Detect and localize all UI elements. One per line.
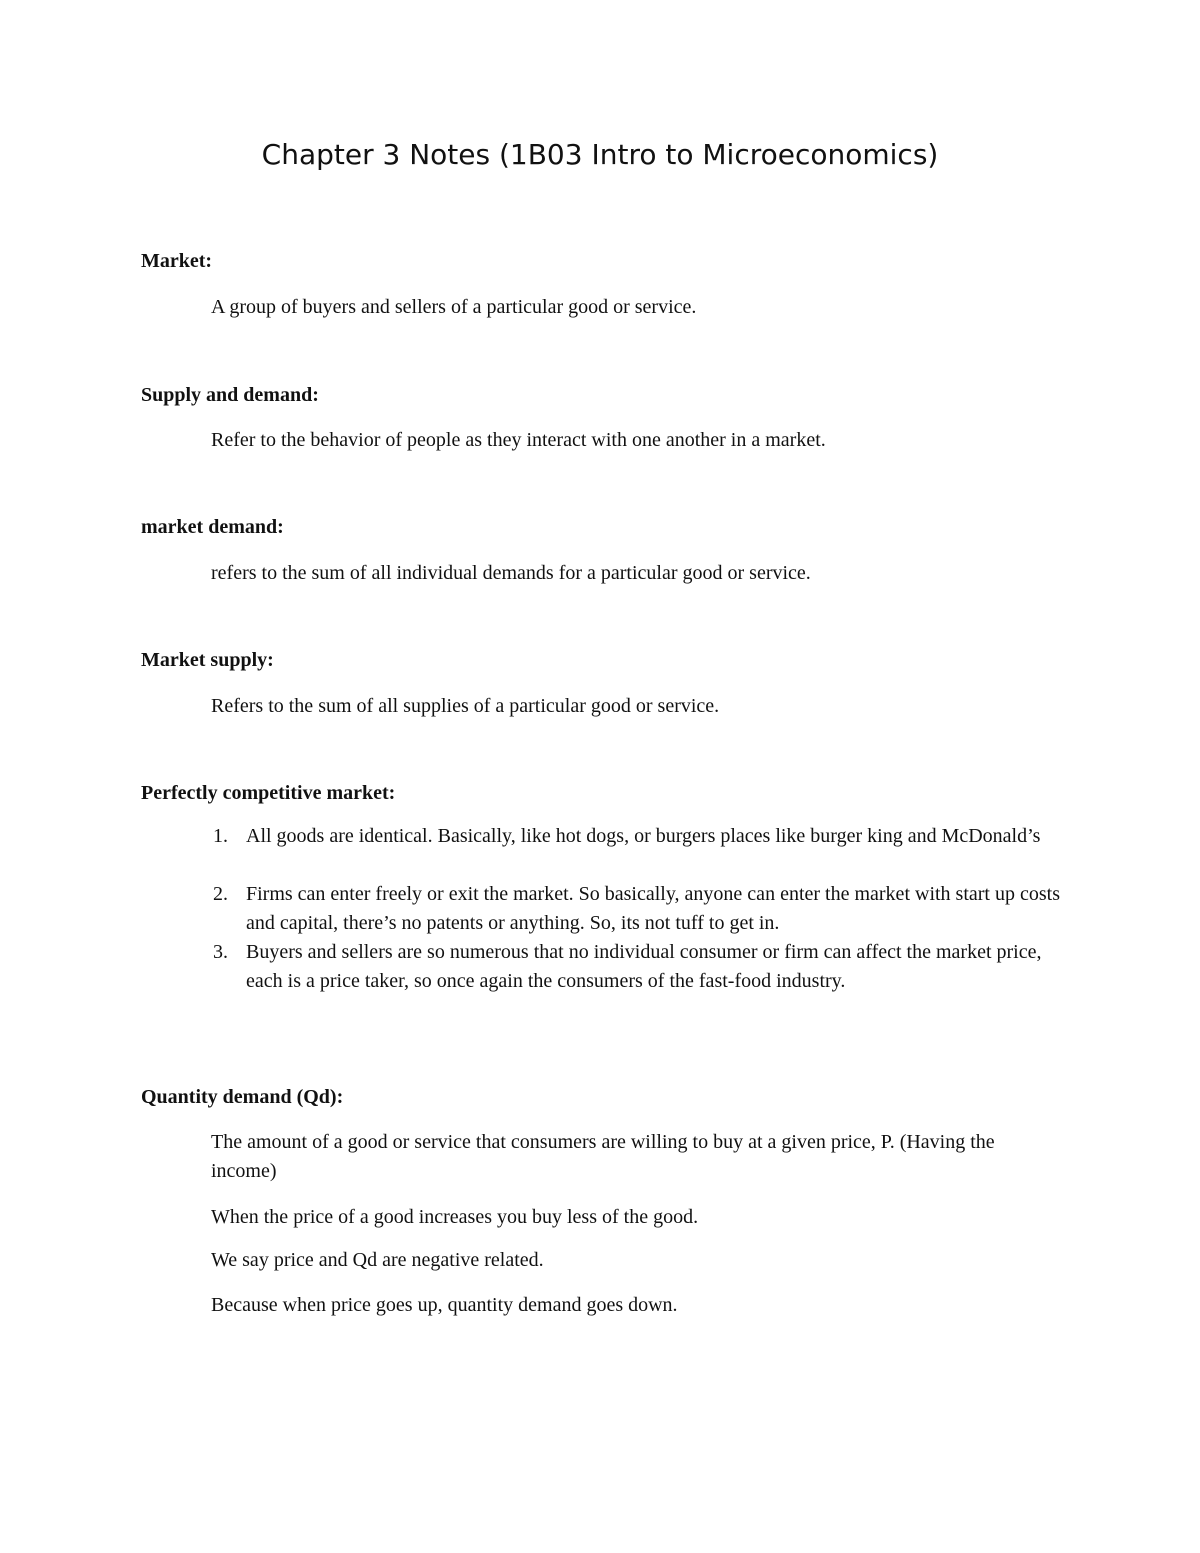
- list-item-text: All goods are identical. Basically, like hot dogs, or burgers places like burger king and McDonald’s: [246, 825, 1041, 847]
- quantity-paragraph: Because when price goes up, quantity demand goes down.: [211, 1294, 678, 1316]
- definition-market: A group of buyers and sellers of a particular good or service.: [211, 296, 697, 318]
- list-item-text: Firms can enter freely or exit the market. So basically, anyone can enter the market with start up costs and capital, there’s no patents or anything. So, its not tuff to get in.: [246, 883, 1060, 934]
- heading-perfectly-competitive-market: Perfectly competitive market:: [141, 782, 396, 804]
- quantity-paragraph: When the price of a good increases you buy less of the good.: [211, 1206, 699, 1228]
- definition-supply-and-demand: Refer to the behavior of people as they interact with one another in a market.: [211, 429, 826, 451]
- definition-market-supply: Refers to the sum of all supplies of a particular good or service.: [211, 695, 720, 717]
- list-item-number: 1.: [213, 825, 228, 847]
- heading-quantity-demand: Quantity demand (Qd):: [141, 1086, 344, 1108]
- document-title: Chapter 3 Notes (1B03 Intro to Microeconomics): [261, 138, 939, 171]
- heading-supply-and-demand: Supply and demand:: [141, 384, 319, 406]
- heading-market-supply: Market supply:: [141, 649, 274, 671]
- list-item-text: Buyers and sellers are so numerous that no individual consumer or firm can affect the market price, each is a price taker, so once again the consumers of the fast-food industry.: [246, 941, 1042, 992]
- list-item-number: 3.: [213, 941, 228, 963]
- definition-market-demand: refers to the sum of all individual demands for a particular good or service.: [211, 562, 811, 584]
- heading-market-demand: market demand:: [141, 516, 284, 538]
- heading-market: Market:: [141, 250, 213, 272]
- quantity-paragraph: We say price and Qd are negative related.: [211, 1249, 544, 1271]
- quantity-paragraph: The amount of a good or service that consumers are willing to buy at a given price, P. (Having the income): [211, 1131, 995, 1182]
- list-item-number: 2.: [213, 883, 228, 905]
